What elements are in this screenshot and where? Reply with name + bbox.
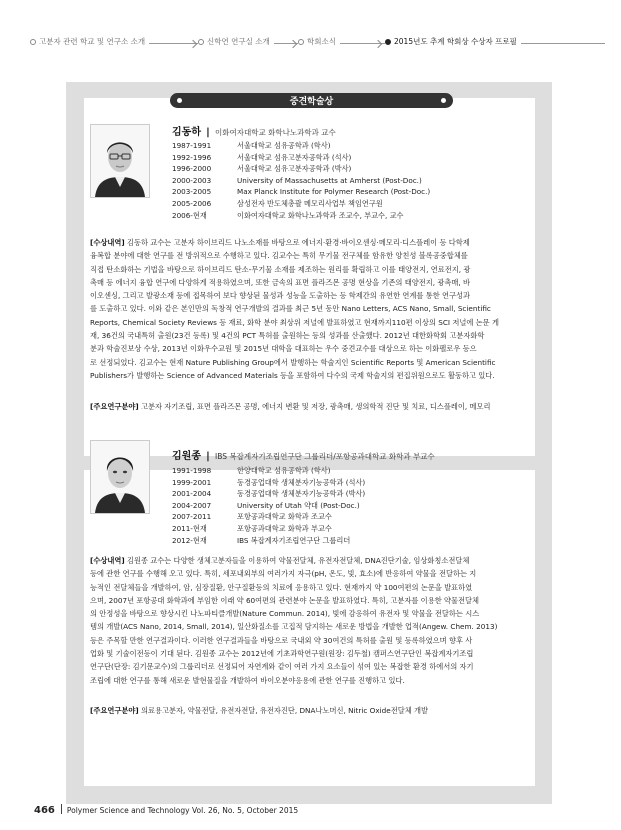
summary-line: 등은 주목할 만한 연구결과이다. 이러한 연구결과들을 바탕으로 국내외 약 30여건의 특허를 출원 및 등록하였으며 향후 사 (90, 635, 473, 645)
circle-bullet-icon (298, 39, 304, 45)
section-header (170, 93, 453, 108)
research-label: [주요연구분야] (90, 706, 139, 715)
summary-label: [수상내역] (90, 238, 125, 247)
summary-line: 능적인 전달체들을 개발하여, 암, 심장질환, 안구질환등의 치료에 응용하고 있다. 현재까지 약 100여편의 논문을 발표하였 (90, 582, 473, 592)
summary-line: 조립에 대한 연구를 통해 새로운 발현물질을 개발하여 바이오분야응용에 관한 연구를 진행하고 있다. (90, 675, 405, 685)
chevron-right-icon (374, 40, 382, 48)
journal-citation: Polymer Science and Technology Vol. 26, No. 5, October 2015 (66, 806, 299, 815)
nav-item-label: 신학연 연구실 소개 (207, 37, 270, 46)
person-affiliation: 이화여자대학교 화학나노과학과 교수 (215, 128, 336, 137)
career-period: 2011-현재 (172, 523, 207, 533)
research-text: 의료용고분자, 약물전달, 유전자전달, 유전자진단, DNA나노머신, Nitric Oxide전달체 개발 (140, 706, 429, 715)
career-row (172, 465, 442, 477)
career-row (172, 500, 442, 512)
career-desc: 한양대학교 섬유공학과 (학사) (237, 466, 331, 475)
career-period: 2006-현재 (172, 210, 207, 220)
career-period: 1992-1996 (172, 152, 212, 162)
career-period: 1987-1991 (172, 141, 212, 150)
summary-line: 으며, 2007년 포항공대 화학과에 부임한 이래 약 60여편의 관련분야 논문을 발표하였다. 특히, 고분자를 이용한 약물전달체 (90, 595, 480, 605)
career-list (172, 140, 442, 221)
summary-line: 의 안정성을 바탕으로 향상시킨 나노파티클개발(Nature Commun. 2014), 빛에 감응하여 유전자 및 약물을 전달하는 시스 (90, 609, 480, 619)
research-label: [주요연구분야] (90, 402, 139, 411)
career-row (172, 152, 442, 164)
portrait-photo (90, 124, 150, 198)
summary-line (90, 236, 542, 249)
summary-line: Reports, Chemical Society Reviews 등 재료, 화학 분야 최상위 저널에 발표하였고 현재까지110편 이상의 SCI 저널에 논문 게 (90, 317, 499, 327)
nav-item-labs[interactable] (198, 36, 274, 47)
career-desc: 삼성전자 반도체총괄 메모리사업부 책임연구원 (237, 198, 383, 208)
career-row (172, 198, 442, 210)
career-period: 1996-2000 (172, 164, 212, 174)
section-title: 중견학술상 (289, 97, 334, 107)
person-1-heading: 김동하 | 이화여자대학교 화학나노과학과 교수 (172, 127, 336, 138)
career-desc: 포항공과대학교 화학과 부교수 (237, 523, 332, 533)
summary-line (90, 554, 542, 567)
dot-icon (441, 98, 446, 103)
person-name: 김동하 (172, 127, 201, 138)
career-row (172, 186, 442, 198)
filled-circle-bullet-icon (385, 39, 391, 45)
summary-line: 재, 36건의 국내특허 출원(23건 등록) 및 4건의 PCT 특허를 출원하는 등의 성과를 산출했다. 2012년 대한화학회 고분자화학 (90, 331, 485, 341)
page-number: 466 (34, 805, 55, 816)
summary-line: 융복합 분야에 대한 연구를 전 방위적으로 수행하고 있다. 김교수는 특히 무기물 전구체를 함유한 양친성 블록공중합체를 (90, 251, 468, 261)
summary-line: 로 선정되었다. 김교수는 현재 Nature Publishing Group에서 발행하는 학술지인 Scientific Reports 및 American Scientific (90, 357, 496, 367)
career-row (172, 477, 442, 489)
research-text: 고분자 자기조립, 표면 플라즈몬 공명, 에너지 변환 및 저장, 광촉매, 생의학적 진단 및 치료, 디스플레이, 메모리 (140, 402, 491, 411)
summary-line: 업화 및 기술이전등이 기대 된다. 김원종 교수는 2012년에 기초과학연구원(원장: 김두철) 캠퍼스연구단인 복잡계자기조립 (90, 649, 474, 659)
nav-item-label: 학회소식 (307, 37, 336, 46)
career-period: 2007-2011 (172, 512, 212, 522)
career-row (172, 163, 442, 175)
nav-item-label: 2015년도 추계 학회상 수상자 프로필 (394, 37, 517, 46)
nav-item-news[interactable] (298, 36, 340, 47)
circle-bullet-icon (198, 39, 204, 45)
career-desc: Max Planck Institute for Polymer Research (Post-Doc.) (237, 187, 431, 197)
summary-text: 김동하 교수는 고분자 하이브리드 나노소재를 바탕으로 에너지·환경·바이오센싱·메모리·디스플레이 등 다학제 (126, 238, 470, 247)
research-fields (90, 402, 491, 412)
summary-line: Publishers가 발행하는 Science of Advanced Materials 등을 포함하여 다수의 국제 학술지의 편집위원으로도 활동하고 있다. (90, 370, 495, 380)
career-desc: 이화여자대학교 화학나노과학과 조교수, 부교수, 교수 (237, 210, 404, 220)
summary-line: 촉매 등 에너지 융합 연구에 다양하게 적용하였으며, 또한 금속의 표면 플라즈몬 공명 현상을 기존의 태양전지, 광촉매, 바 (90, 277, 470, 287)
summary-line: 연구단(단장: 김기문교수)의 그룹리더로 선정되어 자연계와 같이 여러 가지 요소들이 섞여 있는 복잡한 환경 하에서의 자기 (90, 662, 474, 672)
career-row (172, 175, 442, 187)
summary-text: 김원종 교수는 다양한 생체고분자들을 이용하여 약물전달체, 유전자전달체, DNA진단기술, 임상화칭소전달체 (126, 556, 470, 565)
chevron-right-icon (289, 40, 297, 48)
award-summary (90, 236, 542, 382)
person-name: 김원종 (172, 451, 201, 462)
career-period: 2001-2004 (172, 489, 212, 499)
career-row (172, 140, 442, 152)
summary-line: 분과 학술진보상 수상, 2013년 이화우수교원 및 2015년 대학을 대표하는 우수 중견교수를 대상으로 하는 이화펠로우 등으 (90, 344, 477, 354)
summary-line: 를 도출하고 있다. 이와 같은 본인만의 독창적 연구개발의 결과를 최근 5년 동안 Nano Letters, ACS Nano, Small, Scientific (90, 304, 491, 314)
research-fields (90, 706, 428, 716)
summary-line: 등에 관한 연구를 수행해 오고 있다. 특히, 세포내외부의 여러가지 자극(pH, 온도, 빛, 효소)에 반응하여 약물을 전달하는 지 (90, 569, 477, 579)
career-period: 1999-2001 (172, 477, 212, 487)
career-row (172, 523, 442, 535)
page-footer (34, 804, 298, 816)
career-list (172, 465, 442, 546)
career-period: 2005-2006 (172, 198, 212, 208)
summary-line: 직접 탄소화하는 기법을 바탕으로 하이브리드 탄소-무기물 소재를 제조하는 원리를 확립하고 이를 태양전지, 연료전지, 광 (90, 264, 471, 274)
career-row (172, 488, 442, 500)
nav-item-awards[interactable] (385, 36, 521, 47)
nav-item-label: 고분자 관련 학교 및 연구소 소개 (39, 37, 146, 46)
career-desc: 서울대학교 섬유고분자공학과 (석사) (237, 152, 352, 162)
career-desc: IBS 복잡계자기조립연구단 그룹리더 (237, 535, 351, 545)
career-desc: 서울대학교 섬유고분자공학과 (박사) (237, 164, 352, 174)
career-period: 2003-2005 (172, 187, 212, 197)
career-row (172, 210, 442, 222)
portrait-photo (90, 440, 150, 514)
career-row (172, 535, 442, 547)
summary-label: [수상내역] (90, 556, 125, 565)
career-desc: 동경공업대학 생체분자기능공학과 (박사) (237, 489, 366, 499)
circle-bullet-icon (30, 39, 36, 45)
career-desc: 동경공업대학 생체분자기능공학과 (석사) (237, 477, 366, 487)
career-desc: University of Utah 약대 (Post-Doc.) (237, 500, 360, 510)
career-desc: 포항공과대학교 화학과 조교수 (237, 512, 332, 522)
career-period: 2000-2003 (172, 175, 212, 185)
career-row (172, 511, 442, 523)
summary-line: 템의 개발(ACS Nano, 2014, Small, 2014), 일산화질소를 고집적 담지하는 새로운 방법을 개발한 업적(Angew. Chem. 2013) (90, 622, 498, 632)
career-desc: University of Massachusetts at Amherst (Post-Doc.) (237, 175, 422, 185)
chevron-right-icon (189, 40, 197, 48)
top-navigation (30, 34, 605, 52)
career-desc: 서울대학교 섬유공학과 (학사) (237, 141, 331, 150)
nav-item-schools[interactable] (30, 36, 149, 47)
footer-divider (61, 804, 62, 814)
career-period: 2004-2007 (172, 500, 212, 510)
career-period: 1991-1998 (172, 466, 212, 475)
person-2-heading: 김원종 | IBS 복잡계자기조립연구단 그룹리더/포항공과대학교 화학과 부교수 (172, 451, 435, 462)
person-affiliation: IBS 복잡계자기조립연구단 그룹리더/포항공과대학교 화학과 부교수 (215, 452, 435, 461)
award-summary (90, 554, 542, 687)
summary-line: 이오센싱, 그리고 발광소재 등에 접목하여 보다 향상된 물성과 성능을 도출하는 등 학제간의 유연한 연계를 통한 연구성과 (90, 291, 471, 301)
career-period: 2012-현재 (172, 535, 207, 545)
